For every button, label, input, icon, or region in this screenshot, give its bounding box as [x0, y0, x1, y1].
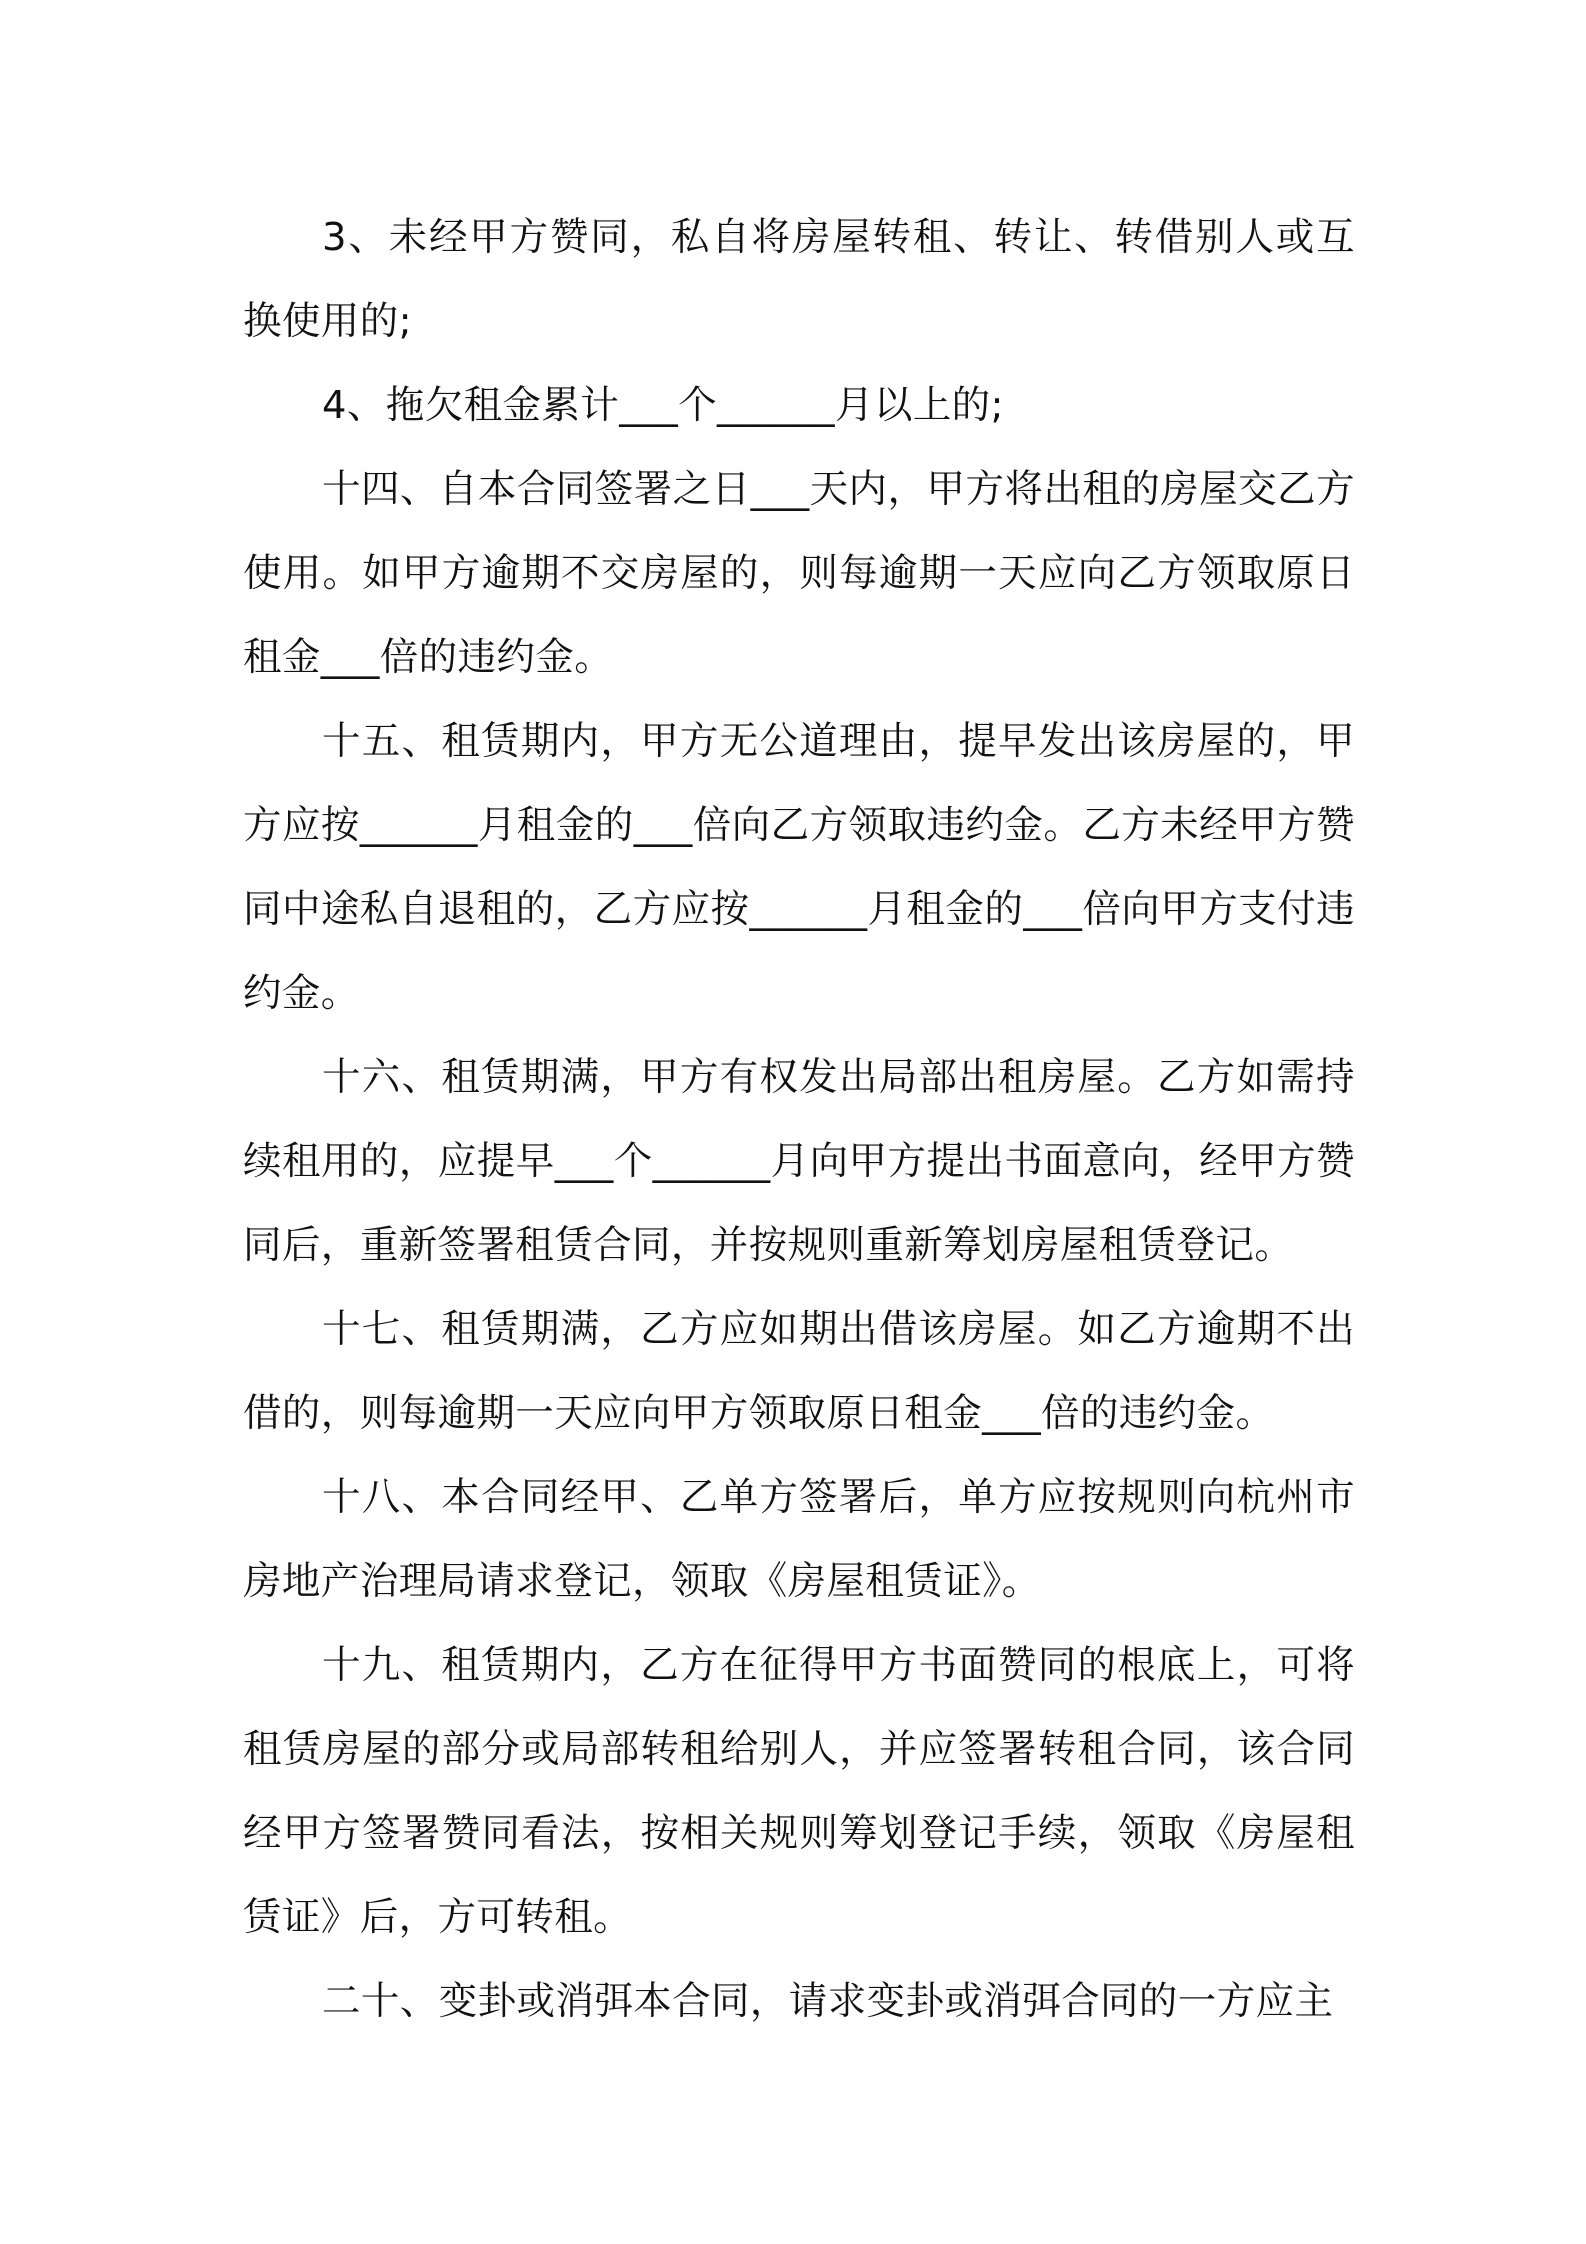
paragraph-article-17: 十七、租赁期满，乙方应如期出借该房屋。如乙方逾期不出借的，则每逾期一天应向甲方领取原日租金___倍的违约金。	[243, 1307, 1355, 1436]
paragraph-article-18: 十八、本合同经甲、乙单方签署后，单方应按规则向杭州市房地产治理局请求登记，领取《房屋租赁证》。	[243, 1475, 1355, 1604]
paragraph-article-20: 二十、变卦或消弭本合同，请求变卦或消弭合同的一方应主	[322, 1979, 1334, 2024]
document-body	[243, 196, 1355, 2044]
paragraph-article-15: 十五、租赁期内，甲方无公道理由，提早发出该房屋的，甲方应按______月租金的___倍向乙方领取违约金。乙方未经甲方赞同中途私自退租的，乙方应按______月租金的___倍向甲方支付违约金。	[243, 719, 1355, 1016]
paragraph-clause-4: 4、拖欠租金累计___个______月以上的;	[322, 383, 1004, 428]
paragraph-article-16: 十六、租赁期满，甲方有权发出局部出租房屋。乙方如需持续租用的，应提早___个______月向甲方提出书面意向，经甲方赞同后，重新签署租赁合同，并按规则重新筹划房屋租赁登记。	[243, 1055, 1355, 1268]
paragraph-clause-3: 3、未经甲方赞同，私自将房屋转租、转让、转借别人或互换使用的;	[243, 215, 1355, 344]
paragraph-article-14: 十四、自本合同签署之日___天内，甲方将出租的房屋交乙方使用。如甲方逾期不交房屋的，则每逾期一天应向乙方领取原日租金___倍的违约金。	[243, 467, 1355, 680]
paragraph-article-19: 十九、租赁期内，乙方在征得甲方书面赞同的根底上，可将租赁房屋的部分或局部转租给别人，并应签署转租合同，该合同经甲方签署赞同看法，按相关规则筹划登记手续，领取《房屋租赁证》后，方可转租。	[243, 1643, 1355, 1940]
